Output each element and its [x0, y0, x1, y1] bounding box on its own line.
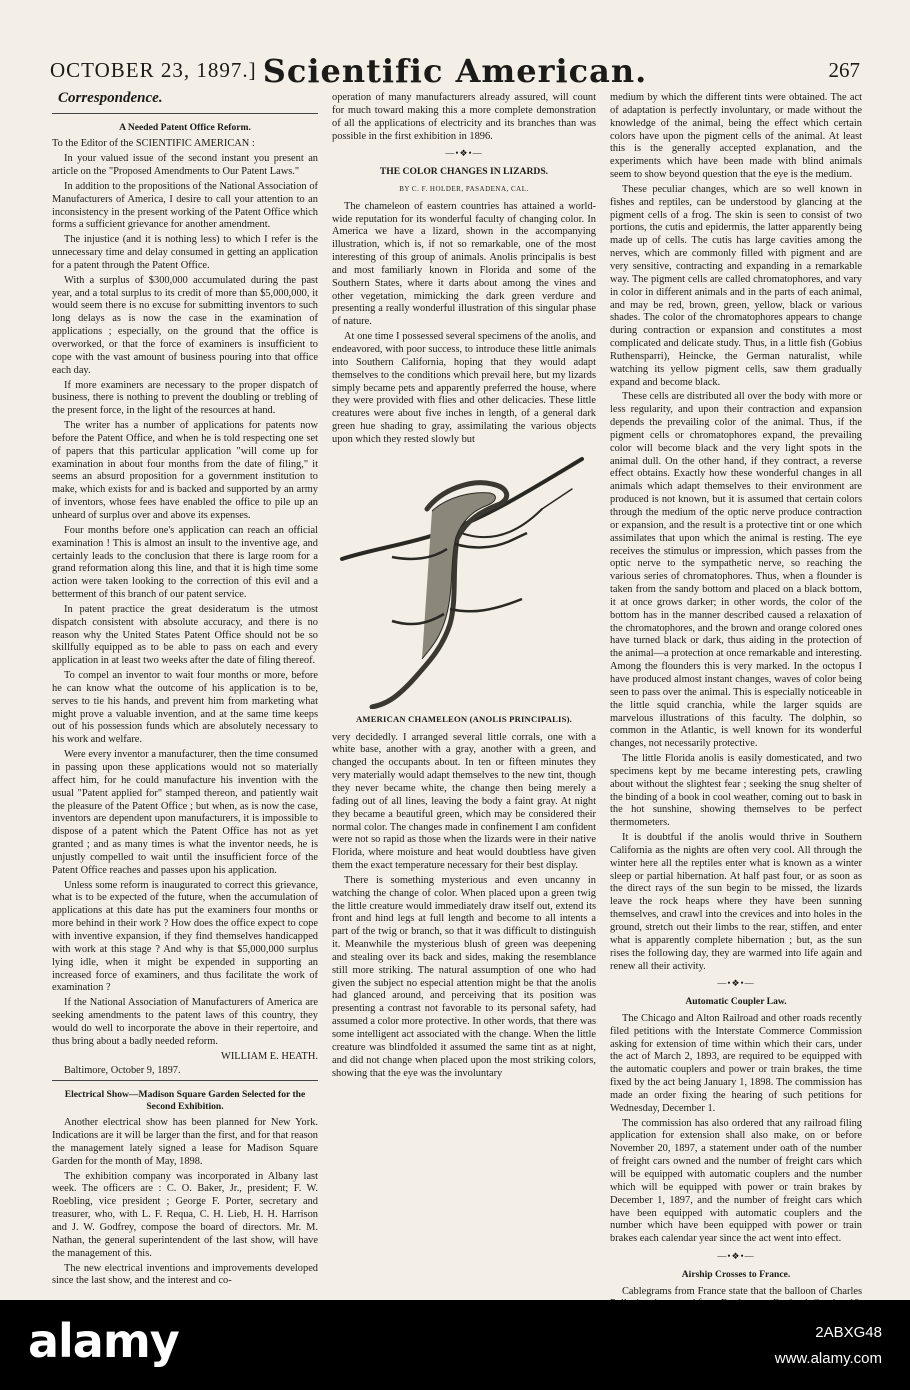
paragraph: Were every inventor a manufacturer, then the time consumed in passing upon these applications would not so materially affect him, for he could manufacture his invention with the usual "Patent applied for" stamped thereon, and patiently wait the pleasure of the Patent Office ; but when, as is now the case, inventors are dependent upon manufacturers, it is impossible to dispose of a patent which the Patent Office has not as yet granted ; and as many times is what the inventor needs, he is unjustly compelled to wait until the insufficient force of the Patent Office reaches and passes upon his application. — [52, 749, 318, 876]
brand-logo: alamy — [28, 1314, 179, 1368]
paragraph: The injustice (and it is nothing less) to which I refer is the unnecessary time and delay consumed in getting an application for a patent through the Patent Office. — [52, 234, 318, 271]
lizard-illustration — [332, 449, 596, 709]
paragraph: operation of many manufacturers already assured, will count for much toward making this a more complete demonstration of all the applications of electricity and its branches than was possible in the first exhibition in 1896. — [332, 92, 596, 142]
issue-date: OCTOBER 23, 1897.] — [50, 58, 257, 82]
paragraph: With a surplus of $300,000 accumulated during the past year, and a total surplus to its credit of more than $5,000,000, it would seem there is no excuse for submitting inventors to such long delays as is now the case in the examination of applications ; especially, on the ground that the office is overworked, or that the force of examiners is insufficient to cope with the vast amount of business pouring into that office each day. — [52, 274, 318, 376]
divider — [52, 1080, 318, 1081]
page-number: 267 — [828, 58, 860, 82]
article-heading: A Needed Patent Office Reform. — [119, 121, 251, 133]
paragraph: medium by which the different tints were obtained. The act of adaptation is perfectly involuntary, or made without the knowledge of the animal, being the effect which certain colors have upon the pigment cells of the animal. At least this is the generally accepted explanation, and the experiments which have been made with blind animals seem to show beyond question that the eye is the medium. — [610, 92, 862, 181]
paragraph: The writer has a number of applications for patents now before the Patent Office, and when he is told respecting one set of papers that this particular application "will come up for examination in about four months from the date of filing," it seems an absurd proposition for a government institution to make, which exists for and is backed and supported by an army of inventors, whose fees have enabled the office to pile up an unheard of surplus over and above its expenses. — [52, 420, 318, 521]
paragraph: To compel an inventor to wait four months or more, before he can know what the outcome of his application is to be, serves to tie his hands, and prevent him from marketing what might prove a valuable invention, and at the same time keeps out of his possession funds which are absolutely necessary to his work and welfare. — [52, 670, 318, 746]
image-id: 2ABXG48 — [815, 1324, 882, 1341]
figure-caption: AMERICAN CHAMELEON (ANOLIS PRINCIPALIS). — [355, 713, 572, 724]
paragraph: It is doubtful if the anolis would thrive in Southern California as the nights are often very cool. All through the winter here all the reptiles enter what is known as a winter sleep or partial hibernation. At half past four, or as soon as the direct rays of the sun begin to be missed, the lizards leave the rock heaps where they have been sunning themselves, and crawl into the crevices and into holes in the ground, stretch out their limbs to the rear, stiffen, and enter what is apparently complete hibernation ; but, as the sun rises the following day, they are warmed into life again and renew all their activity. — [610, 832, 862, 972]
paragraph: Four months before one's application can reach an official examination ! This is almost an insult to the inventive age, and certainly leads to the conclusion that there is large room for a grand reformation along this line, and that it is high time some action were taken looking to the correction of this evil and a betterment of this branch of our patent service. — [52, 524, 318, 601]
lizard-icon — [332, 449, 596, 709]
paragraph: If the National Association of Manufacturers of America are seeking amendments to the patent laws of this country, they would do well to incorporate the above in their repertoire, and thus bring about a badly needed reform. — [52, 997, 318, 1047]
paragraph: In patent practice the great desideratum is the utmost dispatch consistent with absolute accuracy, and there is no reason why the United States Patent Office should not be so skillfully equipped as to be able to pass on each and every application in at least two weeks after the date of filing thereof. — [52, 603, 318, 667]
paragraph: At one time I possessed several specimens of the anolis, and endeavored, with poor success, to introduce these little animals into Southern California, hoping that they would adapt themselves to the conditions which prevail here, but my lizards simply became pets and apparently preferred the house, where they were provided with flies and other delicacies. These little creatures were about five inches in length, of a general dark green hue shading to gray, assimilating the various objects upon which they rested slowly but — [332, 331, 596, 445]
article-heading: Electrical Show—Madison Square Garden Selected for the Second Exhibition. — [64, 1089, 306, 1112]
publication-title: Scientific American. — [262, 52, 648, 90]
article-heading: Airship Crosses to France. — [681, 1269, 791, 1281]
article-heading: Automatic Coupler Law. — [685, 996, 787, 1008]
paragraph: The commission has also ordered that any railroad filing application for extension shall also make, on or before November 20, 1897, a statement under oath of the number of freight cars owned and the number of freight cars which will be equipped with automatic couplers and the number which will be equipped with power or train brakes by December 1, 1897, and the number of freight cars which have been equipped with automatic couplers and the number which have been equipped with power or train brakes each calendar year since the act went into effect. — [610, 1117, 862, 1245]
site-url: www.alamy.com — [774, 1350, 882, 1367]
paragraph: The Chicago and Alton Railroad and other roads recently filed petitions with the Interstate Commerce Commission asking for extension of time within which their cars, under the act of March 2, 1893, are required to be equipped with the automatic couplers and power or train brakes, the time fixed by the act being January 1, 1898. The commission has made an order fixing the hearing of such petitions for Wednesday, December 1. — [610, 1012, 862, 1114]
paragraph: Another electrical show has been planned for New York. Indications are it will be larger than the first, and for that reason the management lately signed a lease for Madison Square Garden for the month of May, 1898. — [52, 1117, 318, 1167]
paragraph: In your valued issue of the second instant you present an article on the "Proposed Amendments to Our Patent Laws." — [52, 153, 318, 178]
paragraph: In addition to the propositions of the National Association of Manufacturers of America, I desire to call your attention to an inconsistency in the present working of the Patent Office which forms a sufficient grievance for another amendment. — [52, 180, 318, 231]
paragraph: There is something mysterious and even uncanny in watching the change of color. When placed upon a green twig the little creature would immediately draw itself out, extend its front and hind legs at full length and become to all intents a part of the twig or branch, so that it was difficult to distinguish it. Meanwhile the mysterious blush of green was deepening and stealing over its back and sides, making the resemblance still more striking. The natural assumption of one who had given the subject no especial attention might be that the anolis had glanced around, and perceiving that its position was presenting a contrast not favorable to its personal safety, had assumed a color more protective. In other words, that there was some intelligent act associated with the change. When the little creature was blindfolded it assumed the same tint as at night, and did not change when placed upon the most striking colors, showing that the eye was the involuntary — [332, 874, 596, 1079]
ornament-divider: —•❖•— — [445, 148, 483, 159]
ornament-divider: —•❖•— — [717, 1251, 755, 1262]
image-reference — [775, 1320, 882, 1372]
signature: WILLIAM E. HEATH. — [221, 1050, 318, 1062]
divider — [52, 113, 318, 114]
stock-footer — [0, 1300, 910, 1390]
salutation: To the Editor of the SCIENTIFIC AMERICAN : — [52, 138, 255, 150]
section-title: Correspondence. — [58, 90, 163, 106]
column-2 — [332, 92, 596, 1082]
paragraph: These peculiar changes, which are so well known in fishes and reptiles, can be understood by glancing at the pigment cells of a frog. The skin is seen to consist of two portions, the cutis and epidermis, the latter apparently being made up of cells. The cutis has large cavities among the nerves, which are commonly filled with pigment and are very sensitive, contracting and expanding in a remarkable way. The pigment cells are called chromatophores, and vary in color in different animals and in the parts of each animal, and may be red, brown, green, yellow, black or various shades. The color of the chromatophores appears to change during contraction or expansion and constitutes a most complicated and delicate study. Thus, in a little fish (Gobius Ruthensparri), Heincke, the German naturalist, while watching its yellow pigment cells, saw them gradually expand and become black. — [610, 183, 862, 388]
article-heading: THE COLOR CHANGES IN LIZARDS. — [379, 166, 549, 178]
paragraph: If more examiners are necessary to the proper dispatch of business, there is nothing to prevent the doubling or trebling of the present force, in the light of the resources at hand. — [52, 379, 318, 417]
paragraph: The exhibition company was incorporated in Albany last week. The officers are : C. O. Baker, Jr., president; F. W. Roebling, vice president ; George F. Porter, secretary and treasurer, who, with L. F. Requa, C. H. Lieb, H. H. Harrison and J. W. Godfrey, compose the board of directors. Mr. M. Nathan, the general superintendent of the last show, will have the management of this. — [52, 1170, 318, 1259]
column-1 — [52, 92, 318, 1290]
ornament-divider: —•❖•— — [717, 978, 755, 989]
byline: BY C. F. HOLDER, PASADENA, CAL. — [399, 184, 529, 193]
paragraph: The little Florida anolis is easily domesticated, and two specimens kept by me became interesting pets, crawling about without the slightest fear ; seeking the snug shelter of the binding of a book in cool weather, coming out to bask in the hot sunshine, showing themselves to be perfect thermometers. — [610, 753, 862, 829]
paragraph: Cablegrams from France state that the balloon of Charles — [622, 1285, 862, 1297]
column-3 — [610, 92, 862, 1339]
paragraph: These cells are distributed all over the body with more or less regularity, and upon their contraction and expansion depends the prevailing color of the animal. Thus, if the pigment cells or chromatophores expand, the prevailing color will become black and the very light spots in the animal dull. On the other hand, if they contract, a reverse effect obtains. Exactly how these wonderful changes in all animals which adapt themselves to their environment are produced is not known, but it is assumed that certain colors through the medium of the optic nerve produce contraction or expansion, and the result is a protective tint or one which assimilates that upon which the animal is resting. The eye receives the stimulus or impression, which passes from the optic nerve to the sympathetic nerve, so reaching the various series of chromatophores. Thus, when a flounder is taken from the sandy bottom and placed on a black bottom, it at once grows darker; in other words, the color of the bottom has in the manner described caused a relaxation of the chromatophores, and the brown and orange colored ones have turned black or dark, thus aiding in the protection of the animal—a protection at once remarkable and interesting. Among the flounders this is very marked. In the octopus I have produced almost instant changes, waves of color being seen to pass over the animal. This is especially noticeable in the little squid cranchia, while the larger squids are marvelous illustrations of this faculty. The dolphin, so common in the Atlantic, is well known for its wonderful changes, not necessarily protective. — [610, 391, 862, 750]
paragraph: The new electrical inventions and improvements developed since the last show, and the interest and co- — [52, 1262, 318, 1287]
place-date: Baltimore, October 9, 1897. — [64, 1065, 181, 1077]
paragraph: Unless some reform is inaugurated to correct this grievance, what is to be expected of the future, when the accumulation of applications at this date has put the examiners four months or more behind in their work ? How does the office expect to cope with inventive expansion, if they find themselves handicapped with work at this stage ? And why is that $5,000,000 surplus lying idle, when it might be expended in supporting an increased force of examiners, and thus facilitate the work of examination ? — [52, 879, 318, 994]
paragraph: very decidedly. I arranged several little corrals, one with a white base, another with a gray, another with a green, and changed the occupants about. In ten or fifteen minutes they very materially would adapt themselves to the new tint, though they never became white, the change then being merely a fading out of all lines, leaving the body a faint gray. At night they became a beautiful green, which may be considered their normal color. The changes made in confinement I am confident were not so rapid as those when the lizards were in their native Florida, where moisture and heat would doubtless have given them the exact temperature necessary for their best display. — [332, 731, 596, 872]
paragraph: The chameleon of eastern countries has attained a world-wide reputation for its wonderful faculty of changing color. In America we have a lizard, shown in the accompanying illustration, which is, if not so remarkable, one of the most interesting of this group of animals. Anolis principalis is best and most familiarly known in Florida and some of the Southern States, where it darts about among the vines and other vegetation, mimicking the dark green verdure and presenting a really wonderful illustration of this singular phase of nature. — [332, 200, 596, 328]
